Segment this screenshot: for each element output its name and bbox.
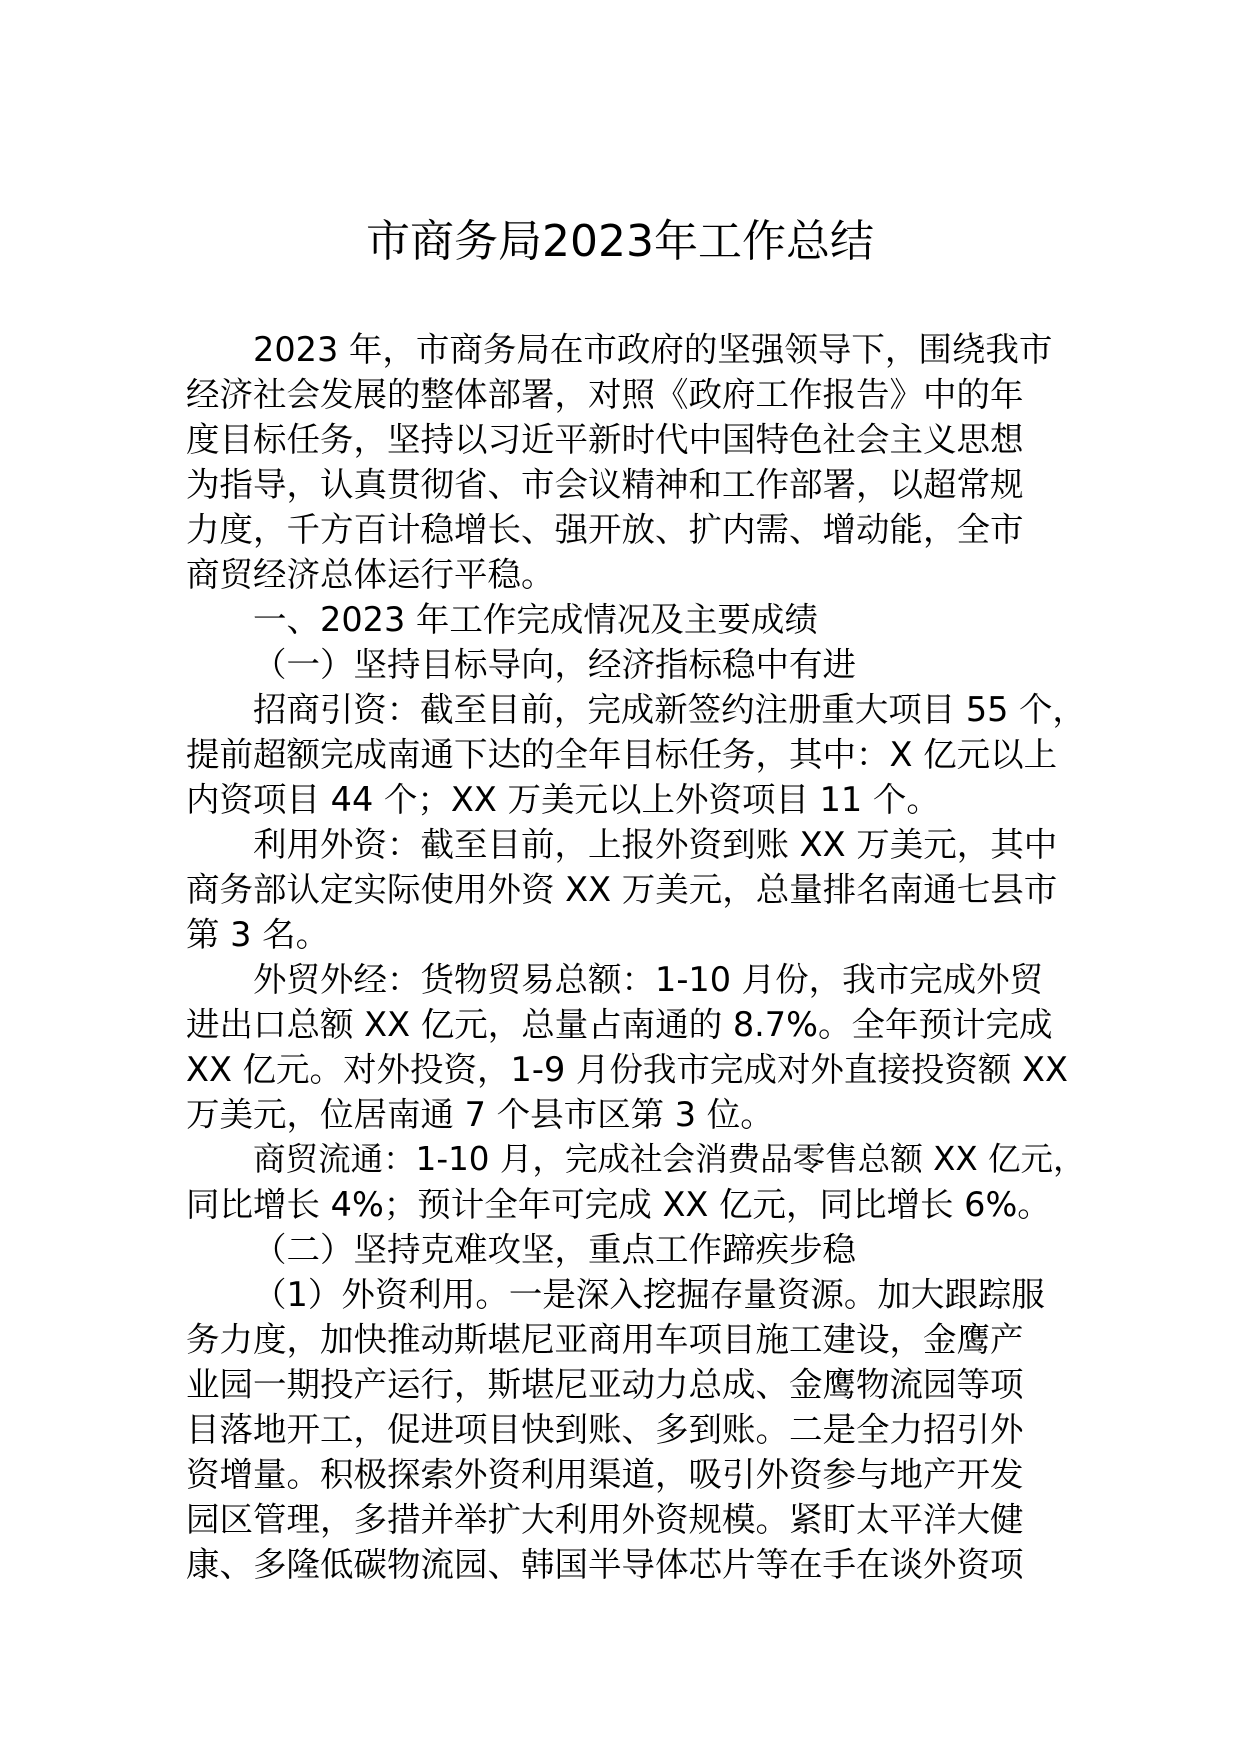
body-line: 园区管理，多措并举扩大利用外资规模。紧盯太平洋大健 (186, 1500, 1024, 1539)
document-title: 市商务局2023年工作总结 (366, 216, 874, 267)
body-line: XX 亿元。对外投资，1-9 月份我市完成对外直接投资额 XX (186, 1050, 1068, 1089)
body-line: 经济社会发展的整体部署，对照《政府工作报告》中的年 (186, 375, 1024, 414)
body-line: （二）坚持克难攻坚，重点工作蹄疾步稳 (253, 1230, 856, 1269)
body-line: 度目标任务，坚持以习近平新时代中国特色社会主义思想 (186, 420, 1024, 459)
body-line: 力度，千方百计稳增长、强开放、扩内需、增动能，全市 (186, 510, 1024, 549)
body-line: 利用外资：截至目前，上报外资到账 XX 万美元，其中 (253, 825, 1058, 864)
body-line: 进出口总额 XX 亿元，总量占南通的 8.7%。全年预计完成 (186, 1005, 1053, 1044)
body-line: 第 3 名。 (186, 915, 330, 954)
body-line: 商贸经济总体运行平稳。 (186, 555, 555, 594)
body-line: 业园一期投产运行，斯堪尼亚动力总成、金鹰物流园等项 (186, 1365, 1024, 1404)
body-line: 一、2023 年工作完成情况及主要成绩 (253, 600, 818, 639)
body-line: 康、多隆低碳物流园、韩国半导体芯片等在手在谈外资项 (186, 1545, 1024, 1584)
body-line: 内资项目 44 个；XX 万美元以上外资项目 11 个。 (186, 780, 940, 819)
body-line: 商务部认定实际使用外资 XX 万美元，总量排名南通七县市 (186, 870, 1058, 909)
document-body (186, 327, 1086, 1587)
body-line: 招商引资：截至目前，完成新签约注册重大项目 55 个， (253, 690, 1086, 729)
body-line: （1）外资利用。一是深入挖掘存量资源。加大跟踪服 (253, 1275, 1045, 1314)
body-line: 万美元，位居南通 7 个县市区第 3 位。 (186, 1095, 774, 1134)
body-line: 务力度，加快推动斯堪尼亚商用车项目施工建设，金鹰产 (186, 1320, 1024, 1359)
body-line: 2023 年，市商务局在市政府的坚强领导下，围绕我市 (253, 330, 1053, 369)
body-line: （一）坚持目标导向，经济指标稳中有进 (253, 645, 856, 684)
body-line: 目落地开工，促进项目快到账、多到账。二是全力招引外 (186, 1410, 1024, 1449)
body-line: 提前超额完成南通下达的全年目标任务，其中：X 亿元以上 (186, 735, 1058, 774)
body-line: 资增量。积极探索外资利用渠道，吸引外资参与地产开发 (186, 1455, 1024, 1494)
body-line: 为指导，认真贯彻省、市会议精神和工作部署，以超常规 (186, 465, 1024, 504)
body-line: 同比增长 4%；预计全年可完成 XX 亿元，同比增长 6%。 (186, 1185, 1051, 1224)
body-line: 商贸流通：1-10 月，完成社会消费品零售总额 XX 亿元， (253, 1140, 1086, 1178)
body-line: 外贸外经：货物贸易总额：1-10 月份，我市完成外贸 (253, 960, 1044, 999)
